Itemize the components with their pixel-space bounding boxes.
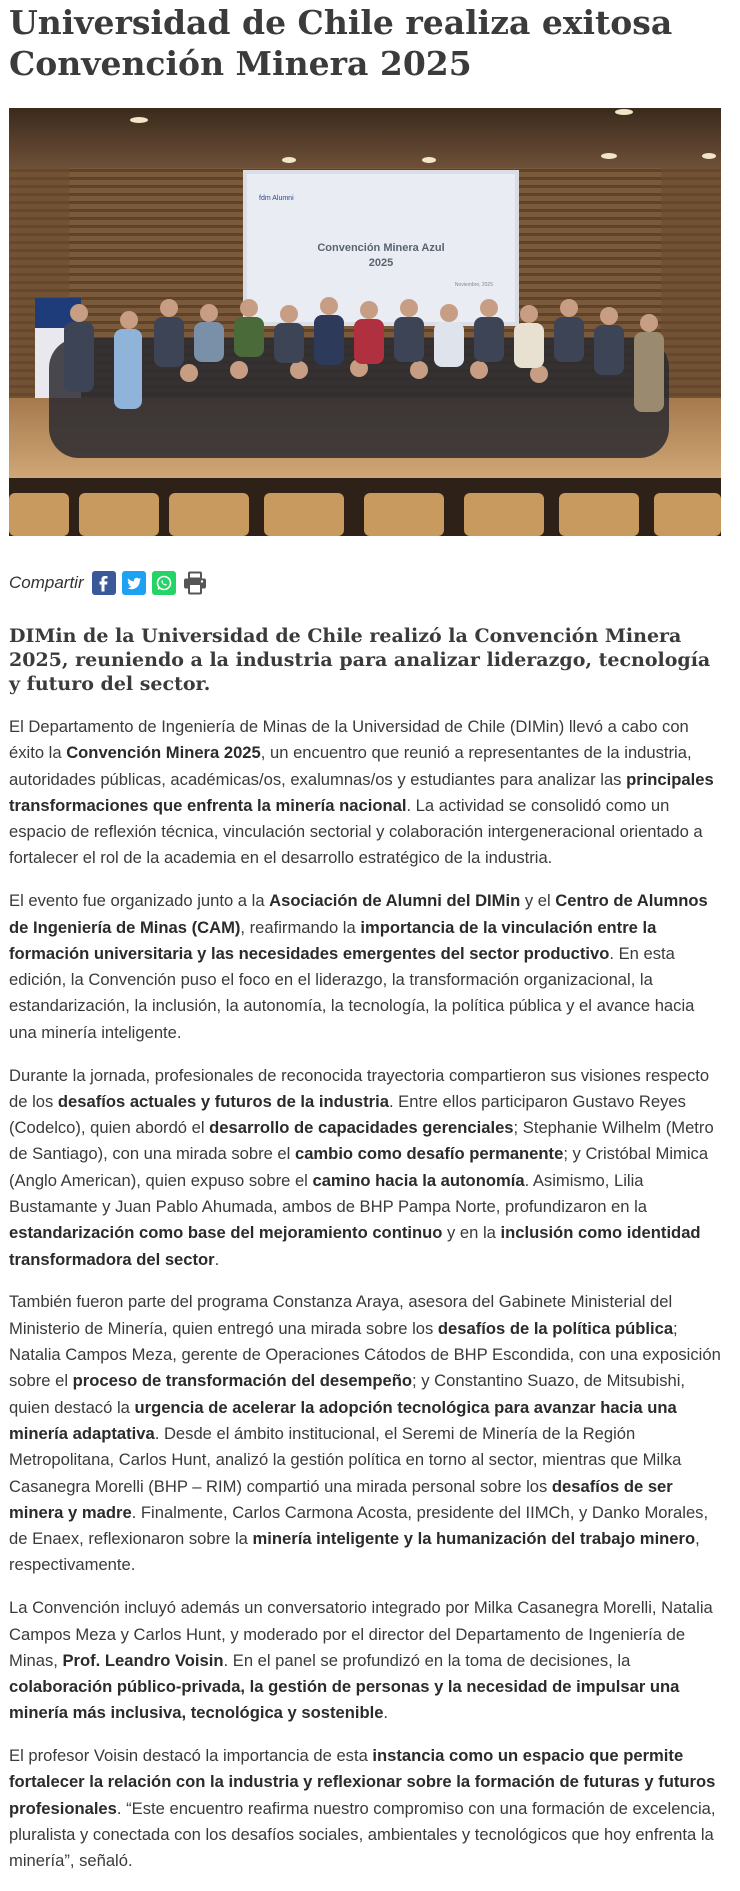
screen-title-line1: Convención Minera Azul <box>317 242 445 254</box>
text-run: ; Natalia Campos Meza, gerente de Operaciones Cátodos de BHP Escondida, con una exposición sobre el <box>9 1318 721 1391</box>
screen-date: Noviembre, 2025 <box>454 282 493 288</box>
bold-phrase: instancia como un espacio que permite fortalecer la relación con la industria y reflexionar sobre la formación de futuras y futuros profesionales <box>9 1746 716 1818</box>
text-run: , reafirmando la <box>240 917 361 937</box>
bold-phrase: minería inteligente y la humanización del trabajo minero <box>252 1529 696 1549</box>
text-run: La Convención incluyó además un conversatorio integrado por Milka Casanegra Morelli, Natalia Campos Meza y Carlos Hunt, y moderado por el director del Departamento de Ingeniería de Minas, <box>9 1598 713 1670</box>
text-run: El evento fue organizado junto a la <box>9 891 270 911</box>
paragraph <box>9 1595 726 1726</box>
article-lead: DIMin de la Universidad de Chile realizó la Convención Minera 2025, reuniendo a la industria para analizar liderazgo, tecnología y futuro del sector. <box>9 625 711 695</box>
bold-phrase: estandarización como base del mejoramiento continuo <box>9 1223 443 1243</box>
bold-phrase: Convención Minera 2025 <box>66 743 261 763</box>
text-run: . Desde el ámbito institucional, el Seremi de Minería de la Región Metropolitana, Carlos Hunt, analizó la gestión política en torno al sector, mientras que Milka Casanegra Morelli (BHP – RIM) compartió una mirada personal sobre los <box>9 1423 682 1496</box>
text-run: ; Stephanie Wilhelm (Metro de Santiago), con una mirada sobre el <box>9 1118 714 1164</box>
screen-title-line2: 2025 <box>368 257 394 269</box>
bold-phrase: camino hacia la autonomía <box>312 1170 525 1190</box>
twitter-icon[interactable] <box>122 571 146 595</box>
hero-photo <box>9 108 721 536</box>
text-run: y el <box>520 891 556 911</box>
text-run: El Departamento de Ingeniería de Minas de la Universidad de Chile (DIMin) llevó a cabo con éxito la <box>9 717 689 763</box>
bold-phrase: urgencia de acelerar la adopción tecnológica para avanzar hacia una minería adaptativa <box>9 1397 677 1443</box>
share-bar <box>9 568 726 598</box>
text-run: ; y Constantino Suazo, de Mitsubishi, quien destacó la <box>9 1371 686 1417</box>
article <box>0 2 740 1875</box>
bold-phrase: colaboración público-privada, la gestión de personas y la necesidad de impulsar una minería más inclusiva, tecnológica y sostenible <box>9 1677 680 1723</box>
facebook-icon[interactable] <box>92 571 116 595</box>
text-run: ; y Cristóbal Mimica (Anglo American), quien expuso sobre el <box>9 1144 709 1190</box>
article-title: Universidad de Chile realiza exitosa Convención Minera 2025 <box>9 3 673 83</box>
text-run: . Asimismo, Lilia Bustamante y Juan Pablo Ahumada, ambos de BHP Pampa Norte, profundizaron en la <box>9 1170 648 1217</box>
bold-phrase: Prof. Leandro Voisin <box>62 1650 224 1670</box>
paragraph <box>9 714 726 872</box>
text-run: . Entre ellos participaron Gustavo Reyes (Codelco), quien abordó el <box>9 1091 686 1138</box>
text-run: , respectivamente. <box>9 1529 700 1575</box>
bold-phrase: inclusión como identidad transformadora del sector <box>9 1223 701 1269</box>
bold-phrase: principales transformaciones que enfrenta la minería nacional <box>9 769 714 815</box>
print-icon[interactable] <box>182 571 206 595</box>
text-run: , un encuentro que reunió a representantes de la industria, autoridades públicas, académicas/os, exalumnas/os y estudiantes para analizar las <box>9 743 692 789</box>
text-run: . “Este encuentro reafirma nuestro compromiso con una formación de excelencia, pluralista y conectada con los desafíos sociales, ambientales y tecnológicos que hoy enfrenta la minería”, señaló. <box>9 1798 716 1871</box>
bold-phrase: desafíos de la política pública <box>437 1318 674 1338</box>
bold-phrase: proceso de transformación del desempeño <box>72 1371 412 1391</box>
auditorium-seats <box>9 493 721 536</box>
whatsapp-icon[interactable] <box>152 571 176 595</box>
paragraph <box>9 1063 726 1273</box>
text-run: . Finalmente, Carlos Carmona Acosta, presidente del IIMCh, y Danko Morales, de Enaex, reflexionaron sobre la <box>9 1502 709 1549</box>
text-run: También fueron parte del programa Constanza Araya, asesora del Gabinete Ministerial del Ministerio de Minería, quien entregó una mirada sobre los <box>9 1292 673 1338</box>
text-run: El profesor Voisin destacó la importancia de esta <box>9 1746 373 1766</box>
paragraph <box>9 1743 726 1874</box>
text-run: . <box>214 1249 220 1269</box>
share-label: Compartir <box>9 573 84 592</box>
bold-phrase: importancia de la vinculación entre la formación universitaria y las necesidades emergentes del sector productivo <box>9 917 657 963</box>
text-run: . La actividad se consolidó como un espacio de reflexión técnica, vinculación sectorial y colaboración intergeneracional orientado a fortalecer el rol de la academia en el desarrollo estratégico de la industria. <box>9 795 703 868</box>
bold-phrase: cambio como desafío permanente <box>294 1144 564 1164</box>
bold-phrase: desafíos actuales y futuros de la industria <box>57 1091 389 1111</box>
article-body <box>9 714 726 1875</box>
screen-logo: fdm Alumni <box>259 195 294 202</box>
bold-phrase: desarrollo de capacidades gerenciales <box>209 1118 514 1138</box>
text-run: y en la <box>442 1223 501 1243</box>
bold-phrase: desafíos de ser minera y madre <box>9 1476 673 1522</box>
text-run: Durante la jornada, profesionales de reconocida trayectoria compartieron sus visiones respecto de los <box>9 1065 710 1111</box>
text-run: . En esta edición, la Convención puso el foco en el liderazgo, la transformación organizacional, la estandarización, la inclusión, la autonomía, la tecnología, la política pública y el avance hacia una minería inteligente. <box>9 943 695 1042</box>
paragraph <box>9 888 726 1046</box>
text-run: . En el panel se profundizó en la toma de decisiones, la <box>223 1650 631 1670</box>
text-run: . <box>383 1703 389 1723</box>
bold-phrase: Centro de Alumnos de Ingeniería de Minas (CAM) <box>9 891 708 937</box>
bold-phrase: Asociación de Alumni del DIMin <box>269 891 521 911</box>
paragraph <box>9 1289 726 1578</box>
